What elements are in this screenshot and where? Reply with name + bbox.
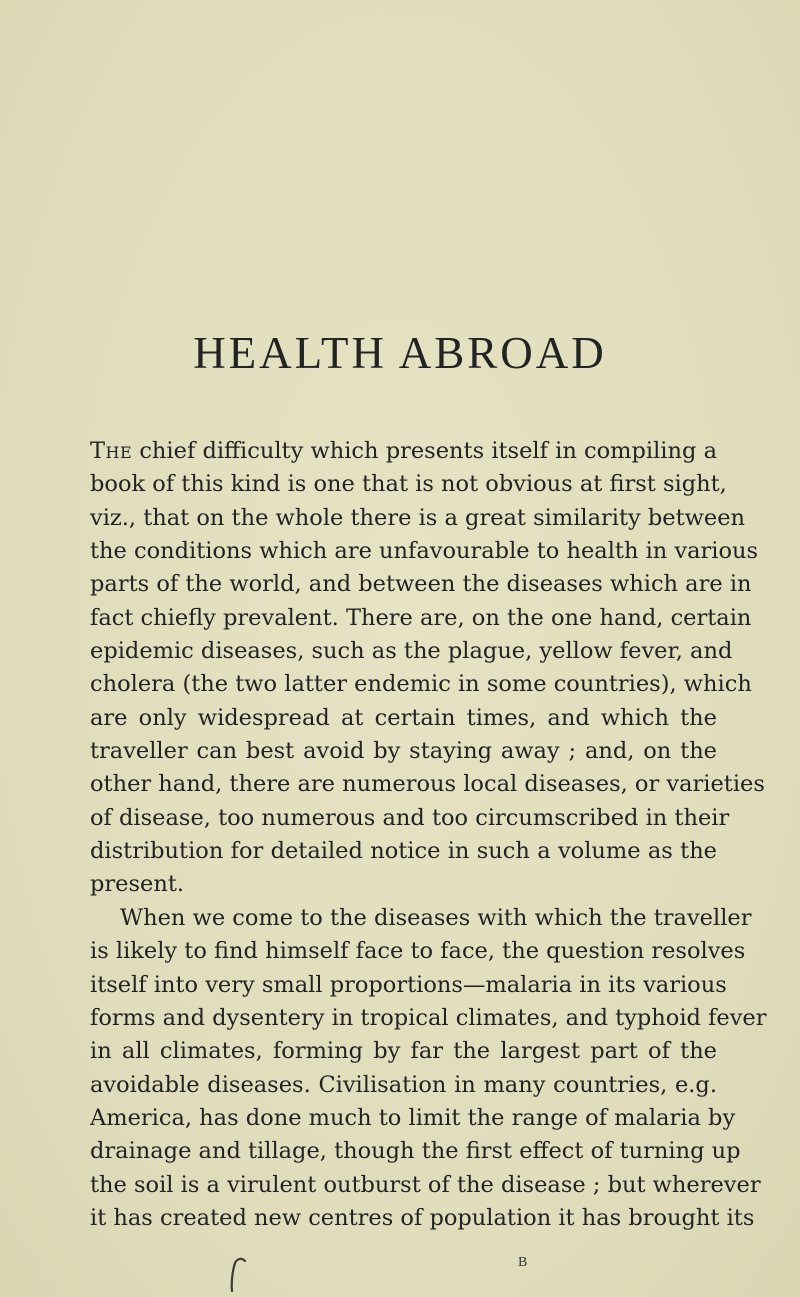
text-line: itself into very small proportions—malaria in its various bbox=[90, 971, 727, 998]
text-line: The chief difficulty which presents itself in compiling a bbox=[90, 438, 717, 464]
text-line: When we come to the diseases with which the traveller bbox=[120, 904, 752, 931]
text-line: are only widespread at certain times, and which the bbox=[90, 704, 717, 731]
text-line: America, has done much to limit the range of malaria by bbox=[90, 1104, 736, 1131]
text-line: epidemic diseases, such as the plague, yellow fever, and bbox=[90, 638, 733, 665]
text-line: is likely to find himself face to face, the question resolves bbox=[90, 938, 746, 965]
text-line: present. bbox=[90, 871, 185, 898]
signature-mark: B bbox=[518, 1255, 528, 1270]
text-line: other hand, there are numerous local diseases, or varieties bbox=[90, 771, 765, 798]
text-line: viz., that on the whole there is a great similarity between bbox=[90, 504, 746, 531]
paragraph-1 bbox=[90, 435, 765, 902]
text-line: fact chiefly prevalent. There are, on the one hand, certain bbox=[90, 604, 752, 631]
handwritten-mark-icon bbox=[226, 1257, 250, 1293]
page-title: HEALTH ABROAD bbox=[193, 328, 607, 378]
text-line: traveller can best avoid by staying away ; and, on the bbox=[90, 738, 717, 765]
text-line: the soil is a virulent outburst of the disease ; but wherever bbox=[90, 1171, 761, 1198]
text-line: in all climates, forming by far the largest part of the bbox=[90, 1038, 717, 1065]
text-line: cholera (the two latter endemic in some countries), which bbox=[90, 671, 752, 698]
text-line: parts of the world, and between the diseases which are in bbox=[90, 571, 752, 598]
body-text bbox=[90, 435, 767, 1235]
text-line: book of this kind is one that is not obvious at first sight, bbox=[90, 471, 727, 498]
paragraph-2 bbox=[90, 902, 767, 1235]
lead-word: The bbox=[90, 438, 133, 464]
text-line: the conditions which are unfavourable to health in various bbox=[90, 538, 759, 565]
text-line: of disease, too numerous and too circumscribed in their bbox=[90, 804, 730, 831]
text-line: distribution for detailed notice in such a volume as the bbox=[90, 838, 717, 865]
text-line: it has created new centres of population it has brought its bbox=[90, 1204, 755, 1231]
text-line: forms and dysentery in tropical climates, and typhoid fever bbox=[90, 1004, 767, 1031]
text-line: avoidable diseases. Civilisation in many countries, e.g. bbox=[90, 1071, 717, 1098]
text-line: drainage and tillage, though the first effect of turning up bbox=[90, 1138, 741, 1165]
